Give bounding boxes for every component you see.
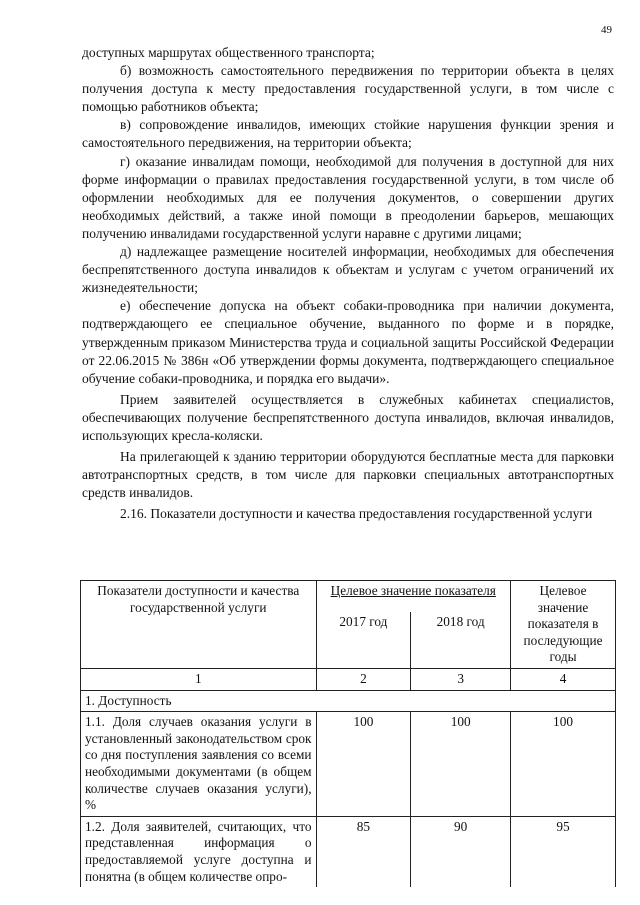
paragraph-item-b: б) возможность самостоятельного передвижения по территории объекта в целях получения доступа к месту предоставления государственной услуги, в том числе с помощью работников объекта;: [82, 63, 614, 115]
paragraph-transport: доступных маршрутах общественного транспорта;: [82, 45, 375, 60]
section-heading-2-16: 2.16. Показатели доступности и качества предоставления государственной услуги: [120, 506, 593, 522]
value-2017: 100: [316, 712, 411, 817]
row-label: 1.1. Доля случаев оказания услуги в установленный законодательством срок со дня поступления заявления со всеми необходимыми документами (в общем количестве случаев оказания услуги), %: [81, 712, 317, 817]
indicators-table: [80, 580, 616, 887]
section-accessibility: 1. Доступность: [81, 690, 616, 712]
column-number: 3: [411, 668, 511, 690]
table-section-row: [81, 690, 616, 712]
column-number: 1: [81, 668, 317, 690]
value-later: 100: [511, 712, 616, 817]
value-2018: 90: [411, 816, 511, 887]
table-column-numbers-row: [81, 668, 616, 690]
value-2018: 100: [411, 712, 511, 817]
paragraph-reception: Прием заявителей осуществляется в служебных кабинетах специалистов, обеспечивающих получение беспрепятственного доступа инвалидов, включая инвалидов, использующих кресла-коляски.: [82, 391, 614, 443]
header-later-years: Целевое значение показателя в последующие годы: [511, 581, 616, 669]
value-2017: 85: [316, 816, 411, 887]
paragraph-parking: На прилегающей к зданию территории оборудуются бесплатные места для парковки автотранспортных средств, в том числе для парковки специальных автотранспортных средств инвалидов.: [82, 449, 614, 501]
column-number: 2: [316, 668, 411, 690]
value-later: 95: [511, 816, 616, 887]
paragraph-item-v: в) сопровождение инвалидов, имеющих стойкие нарушения функции зрения и самостоятельного передвижения, на территории объекта;: [82, 117, 614, 151]
header-target-value: Целевое значение показателя: [316, 581, 511, 612]
paragraph-item-d: д) надлежащее размещение носителей информации, необходимых для обеспечения беспрепятственного доступа инвалидов к объектам и услугам с учетом ограничений их жизнедеятельности;: [82, 244, 614, 296]
header-year-2018: 2018 год: [411, 612, 511, 669]
header-year-2017: 2017 год: [316, 612, 411, 669]
paragraph-item-e: е) обеспечение допуска на объект собаки-проводника при наличии документа, подтверждающего ее специальное обучение, выданного по форме и в порядке, утвержденным приказом Министерства труда и социальной защиты Российской Федерации от 22.06.2015 № 386н «Об утверждении формы документа, подтверждающего специальное обучение собаки-проводника, и порядка его выдачи».: [82, 298, 614, 386]
body-text: [82, 44, 614, 523]
header-indicators: Показатели доступности и качества государственной услуги: [81, 581, 317, 669]
table-header-row: [81, 581, 616, 612]
paragraph-item-g: г) оказание инвалидам помощи, необходимой для получения в доступной для них форме информации о правилах предоставления государственной услуги, в том числе об оформлении необходимых для ее получения документов, о совершении других необходимых действий, а также иной помощи в преодолении барьеров, мешающих получению инвалидами государственной услуги наравне с другими лицами;: [82, 153, 614, 241]
table-row: [81, 712, 616, 817]
page-number: 49: [601, 24, 612, 36]
row-label: 1.2. Доля заявителей, считающих, что представленная информация о предоставляемой услуге доступна и понятна (в общем количестве опро-: [81, 816, 317, 887]
column-number: 4: [511, 668, 616, 690]
table-row: [81, 816, 616, 887]
